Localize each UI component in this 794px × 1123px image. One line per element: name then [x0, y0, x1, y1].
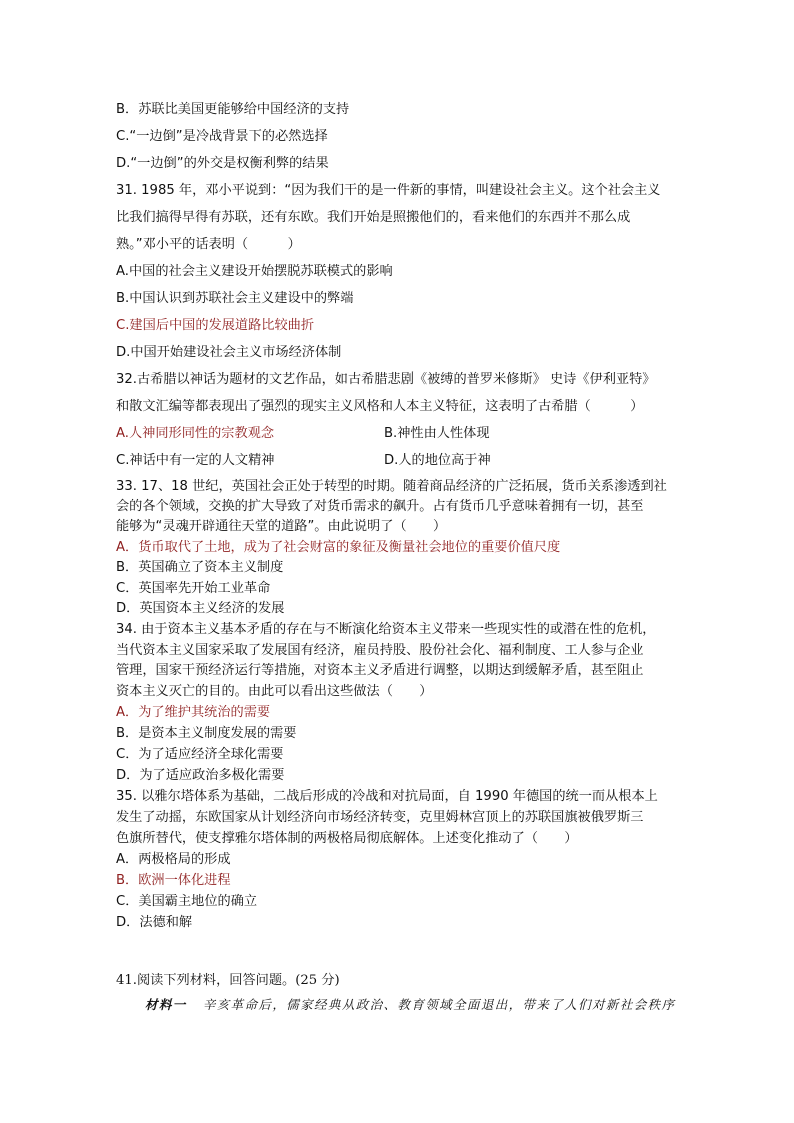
q31-stem-line2: 比我们搞得早得有苏联，还有东欧。我们开始是照搬他们的，看来他们的东西并不那么成 [116, 210, 631, 225]
q35-option-c: C．美国霸主地位的确立 [116, 894, 258, 909]
q31-option-d: D.中国开始建设社会主义市场经济体制 [116, 345, 342, 360]
q33-stem-line3: 能够为“灵魂开辟通往天堂的道路”。由此说明了（ ） [116, 519, 447, 534]
material-text: 辛亥革命后，儒家经典从政治、教育领域全面退出，带来了人们对新社会秩序 [202, 997, 676, 1012]
q33-option-b: B．英国确立了资本主义制度 [116, 560, 284, 575]
q30-option-b: B．苏联比美国更能够给中国经济的支持 [116, 102, 350, 117]
q33-option-c: C．英国率先开始工业革命 [116, 581, 271, 596]
q34-stem-line1: 34. 由于资本主义基本矛盾的存在与不断演化给资本主义带来一些现实性的或潜在性的危机， [116, 622, 656, 637]
q31-option-a: A.中国的社会主义建设开始摆脱苏联模式的影响 [116, 264, 393, 279]
q32-option-d: D.人的地位高于神 [384, 453, 491, 468]
q33-option-a: A．货币取代了土地，成为了社会财富的象征及衡量社会地位的重要价值尺度 [116, 540, 561, 555]
q35-stem-line3: 色旗所替代，使支撑雅尔塔体制的两极格局彻底解体。上述变化推动了（ ） [116, 831, 578, 846]
q34-option-a: A．为了维护其统治的需要 [116, 705, 271, 720]
q34-stem-line3: 管理，国家干预经济运行等措施，对资本主义矛盾进行调整，以期达到缓解矛盾，甚至阻止 [116, 663, 644, 678]
q32-stem-line2: 和散文汇编等都表现出了强烈的现实主义风格和人本主义特征，这表明了古希腊（ ） [116, 399, 644, 414]
q34-option-c: C．为了适应经济全球化需要 [116, 747, 284, 762]
q32-option-a: A.人神同形同性的宗教观念 [116, 426, 275, 441]
material-label: 材料一 [145, 997, 187, 1012]
q35-option-d: D．法德和解 [116, 915, 193, 930]
q31-stem-line3: 熟。”邓小平的话表明（ ） [116, 237, 301, 252]
q35-option-a: A．两极格局的形成 [116, 852, 231, 867]
q33-stem-line1: 33. 17、18 世纪，英国社会正处于转型的时期。随着商品经济的广泛拓展，货币关系渗透到社 [116, 479, 667, 494]
q41-material-one [145, 996, 675, 1014]
q32-option-b: B.神性由人性体现 [384, 426, 490, 441]
q34-option-d: D．为了适应政治多极化需要 [116, 768, 285, 783]
q30-option-d: D.“一边倒”的外交是权衡利弊的结果 [116, 156, 329, 171]
q31-option-b: B.中国认识到苏联社会主义建设中的弊端 [116, 291, 354, 306]
q35-option-b: B．欧洲一体化进程 [116, 873, 231, 888]
q33-stem-line2: 会的各个领域，交换的扩大导致了对货币需求的飙升。占有货币几乎意味着拥有一切，甚至 [116, 499, 644, 514]
q35-stem-line2: 发生了动摇，东欧国家从计划经济向市场经济转变，克里姆林宫顶上的苏联国旗被俄罗斯三 [116, 810, 644, 825]
q35-stem-line1: 35. 以雅尔塔体系为基础，二战后形成的冷战和对抗局面，自 1990 年德国的统一而从根本上 [116, 789, 658, 804]
q34-stem-line2: 当代资本主义国家采取了发展国有经济，雇员持股、股份社会化、福利制度、工人参与企业 [116, 643, 644, 658]
q32-option-c: C.神话中有一定的人文精神 [116, 453, 275, 468]
q34-stem-line4: 资本主义灭亡的目的。由此可以看出这些做法（ ） [116, 684, 433, 699]
q31-stem-line1: 31. 1985 年，邓小平说到：“因为我们干的是一件新的事情，叫建设社会主义。这个社会主义 [116, 183, 661, 198]
q31-option-c: C.建国后中国的发展道路比较曲折 [116, 318, 315, 333]
q32-stem-line1: 32.古希腊以神话为题材的文艺作品，如古希腊悲剧《被缚的普罗米修斯》 史诗《伊利亚特》 [116, 372, 656, 387]
q34-option-b: B．是资本主义制度发展的需要 [116, 726, 297, 741]
q41-stem: 41.阅读下列材料，回答问题。(25 分) [116, 973, 340, 988]
q30-option-c: C.“一边倒”是冷战背景下的必然选择 [116, 129, 328, 144]
q33-option-d: D．英国资本主义经济的发展 [116, 601, 285, 616]
